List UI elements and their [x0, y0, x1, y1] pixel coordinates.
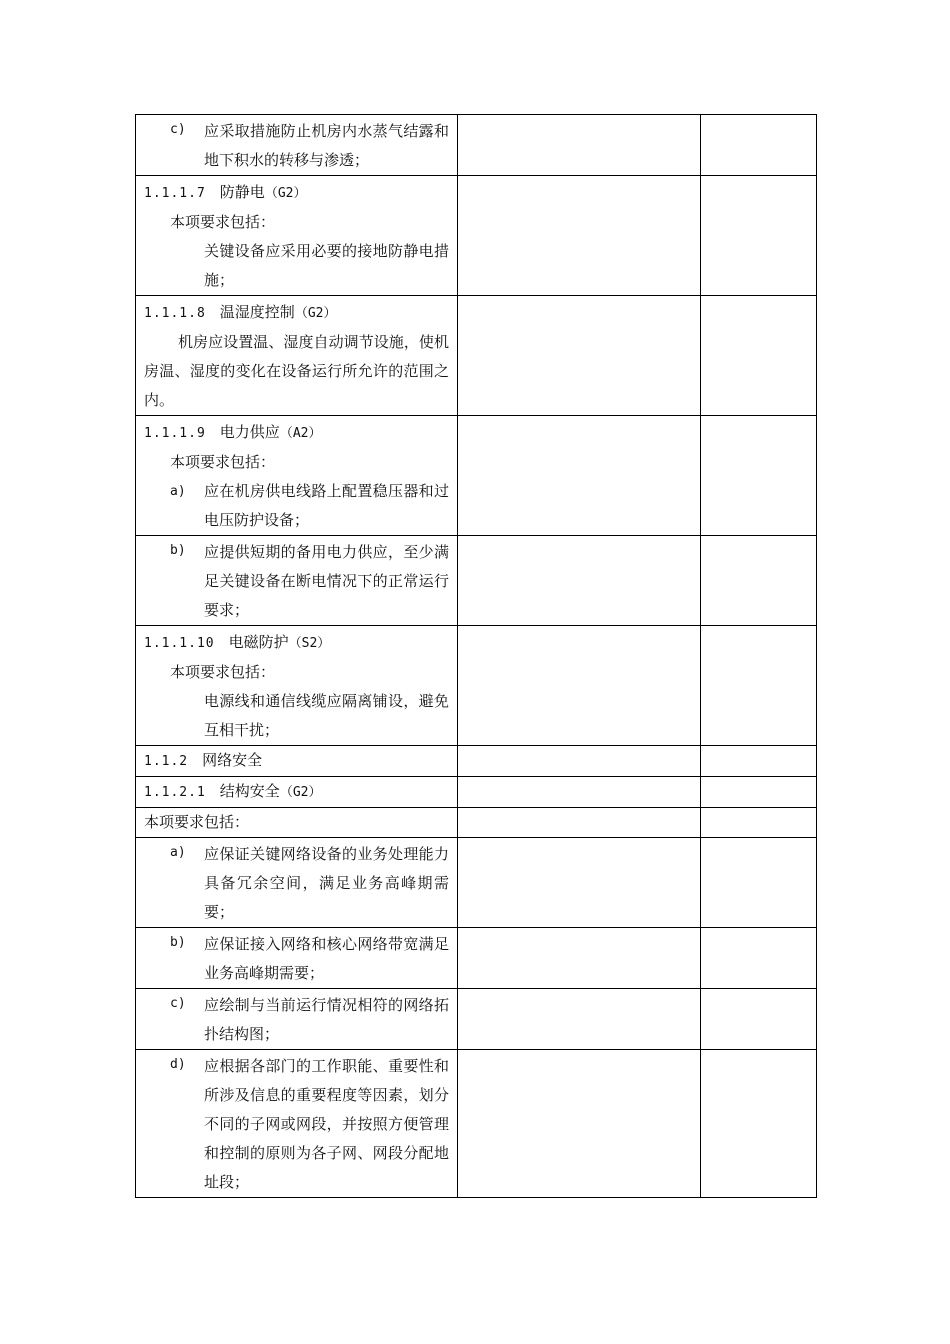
result-cell[interactable]: [458, 626, 701, 746]
table-row: [136, 176, 817, 296]
remark-cell[interactable]: [701, 536, 817, 626]
item-marker: b): [170, 935, 186, 950]
table-row: [136, 928, 817, 989]
table-row: [136, 838, 817, 928]
requirement-cell: [136, 928, 458, 989]
remark-cell[interactable]: [701, 115, 817, 176]
item-marker: c): [170, 122, 186, 137]
result-cell[interactable]: [458, 746, 701, 777]
requirement-cell: [136, 416, 458, 536]
remark-cell[interactable]: [701, 838, 817, 928]
table-row: [136, 626, 817, 746]
section-title: 温湿度控制: [219, 303, 295, 321]
list-item: [136, 536, 457, 625]
item-text: 应采取措施防止机房内水蒸气结露和地下积水的转移与渗透；: [204, 122, 449, 169]
section-number: 1.1.1.9: [144, 426, 206, 441]
intro-text: 本项要求包括：: [170, 663, 276, 681]
table-row: [136, 777, 817, 808]
requirement-cell: [136, 176, 458, 296]
result-cell[interactable]: [458, 536, 701, 626]
list-item: [136, 115, 457, 175]
section-level: （G2）: [264, 186, 307, 201]
item-text: 关键设备应采用必要的接地防静电措施；: [204, 242, 449, 289]
list-item: [136, 838, 457, 927]
remark-cell[interactable]: [701, 777, 817, 808]
section-number: 1.1.2: [144, 754, 189, 769]
section-heading: [136, 746, 457, 776]
section-heading: [136, 777, 457, 807]
list-item: [136, 477, 457, 535]
table-row: [136, 1050, 817, 1198]
remark-cell[interactable]: [701, 416, 817, 536]
item-text: 应根据各部门的工作职能、重要性和所涉及信息的重要程度等因素，划分不同的子网或网段，并按照方便管理和控制的原则为各子网、网段分配地址段；: [204, 1057, 449, 1191]
requirement-cell: [136, 626, 458, 746]
section-number: 1.1.1.10: [144, 636, 215, 651]
section-title: 电磁防护: [228, 633, 289, 651]
requirement-cell: [136, 777, 458, 808]
table-row: [136, 989, 817, 1050]
item-marker: d): [170, 1057, 186, 1072]
result-cell[interactable]: [458, 416, 701, 536]
item-marker: c): [170, 996, 186, 1011]
section-title: 网络安全: [202, 751, 263, 769]
remark-cell[interactable]: [701, 746, 817, 777]
remark-cell[interactable]: [701, 928, 817, 989]
section-number: 1.1.2.1: [144, 785, 206, 800]
requirements-table: [135, 114, 817, 1198]
section-number: 1.1.1.7: [144, 186, 206, 201]
section-level: （A2）: [279, 426, 322, 441]
item-text: 电源线和通信线缆应隔离铺设，避免互相干扰；: [204, 692, 449, 739]
list-item: [136, 1050, 457, 1197]
item-text: 应保证关键网络设备的业务处理能力具备冗余空间，满足业务高峰期需要；: [204, 845, 449, 921]
result-cell[interactable]: [458, 808, 701, 838]
remark-cell[interactable]: [701, 296, 817, 416]
item-text: 应提供短期的备用电力供应，至少满足关键设备在断电情况下的正常运行要求；: [204, 543, 449, 619]
remark-cell[interactable]: [701, 626, 817, 746]
section-heading: [136, 176, 457, 208]
item-marker: b): [170, 543, 186, 558]
requirement-cell: [136, 296, 458, 416]
section-level: （G2）: [279, 785, 322, 800]
result-cell[interactable]: [458, 176, 701, 296]
section-title: 结构安全: [219, 782, 280, 800]
item-marker: a): [170, 845, 186, 860]
section-title: 防静电: [219, 183, 265, 201]
section-heading: [136, 296, 457, 328]
section-title: 电力供应: [219, 423, 280, 441]
list-item: [136, 928, 457, 988]
section-level: （G2）: [294, 306, 337, 321]
result-cell[interactable]: [458, 838, 701, 928]
result-cell[interactable]: [458, 296, 701, 416]
result-cell[interactable]: [458, 989, 701, 1050]
remark-cell[interactable]: [701, 989, 817, 1050]
item-marker: a): [170, 484, 186, 499]
requirement-cell: [136, 989, 458, 1050]
paragraph-text: 机房应设置温、湿度自动调节设施，使机房温、湿度的变化在设备运行所允许的范围之内。: [144, 333, 449, 409]
result-cell[interactable]: [458, 928, 701, 989]
item-text: 应保证接入网络和核心网络带宽满足业务高峰期需要；: [204, 935, 449, 982]
intro-text: 本项要求包括：: [144, 813, 250, 831]
remark-cell[interactable]: [701, 808, 817, 838]
intro-text: 本项要求包括：: [170, 453, 276, 471]
table-row: [136, 416, 817, 536]
item-text: 应绘制与当前运行情况相符的网络拓扑结构图；: [204, 996, 449, 1043]
result-cell[interactable]: [458, 115, 701, 176]
section-level: （S2）: [288, 636, 331, 651]
table-row: [136, 115, 817, 176]
table-row: [136, 296, 817, 416]
requirement-cell: [136, 838, 458, 928]
table-row: [136, 536, 817, 626]
requirement-cell: [136, 1050, 458, 1198]
section-number: 1.1.1.8: [144, 306, 206, 321]
result-cell[interactable]: [458, 777, 701, 808]
requirement-cell: [136, 115, 458, 176]
section-heading: [136, 416, 457, 448]
result-cell[interactable]: [458, 1050, 701, 1198]
requirement-cell: [136, 808, 458, 838]
table-row: [136, 808, 817, 838]
requirement-cell: [136, 536, 458, 626]
list-item: [136, 989, 457, 1049]
remark-cell[interactable]: [701, 176, 817, 296]
remark-cell[interactable]: [701, 1050, 817, 1198]
table-row: [136, 746, 817, 777]
section-heading: [136, 626, 457, 658]
requirement-cell: [136, 746, 458, 777]
intro-text: 本项要求包括：: [170, 213, 276, 231]
item-text: 应在机房供电线路上配置稳压器和过电压防护设备；: [204, 482, 449, 529]
